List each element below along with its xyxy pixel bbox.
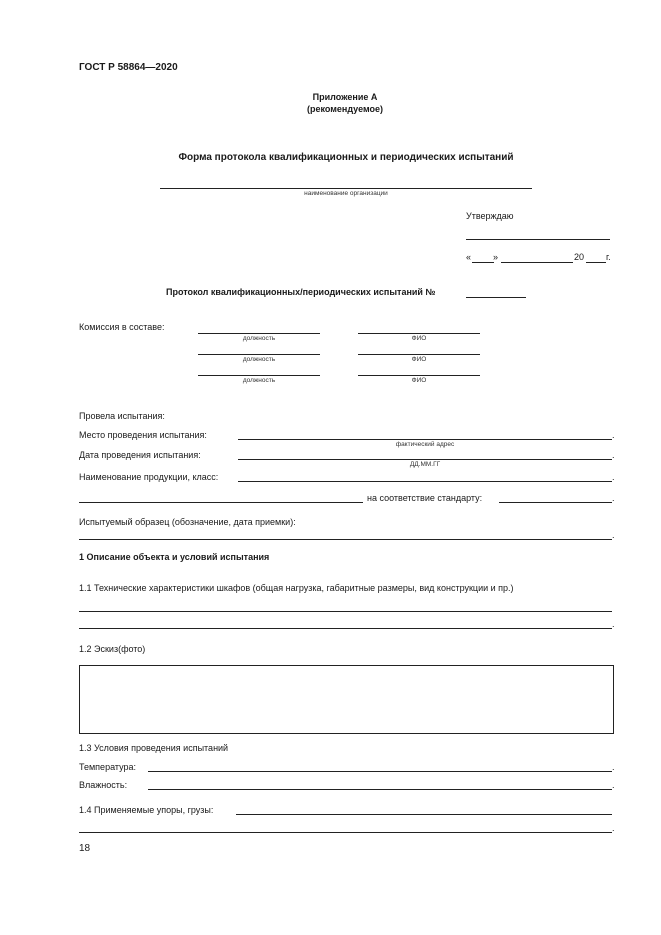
commission-label: Комиссия в составе: [79,322,165,332]
place-label: Место проведения испытания: [79,430,207,440]
position-caption-1: должность [242,335,276,342]
date-label: Дата проведения испытания: [79,450,201,460]
section1-4-period: . [612,823,615,833]
section1-2-label: 1.2 Эскиз(фото) [79,644,146,654]
place-caption: фактический адрес [395,441,455,448]
section1-1-label: 1.1 Технические характеристики шкафов (общая нагрузка, габаритные размеры, вид конструкции и пр.) [79,583,514,593]
product-label: Наименование продукции, класс: [79,472,219,482]
approval-date-close: » [493,252,499,262]
place-period: . [612,430,615,440]
approval-year-line[interactable] [586,262,606,263]
temperature-label: Температура: [79,762,137,772]
section1-1-line-2[interactable] [79,628,612,629]
humidity-line[interactable] [148,789,612,790]
temperature-line[interactable] [148,771,612,772]
form-title: Форма протокола квалификационных и периодических испытаний [178,152,514,163]
organization-line[interactable] [160,188,532,189]
approval-label: Утверждаю [466,211,514,221]
compliance-period: . [612,493,615,503]
section1-title: 1 Описание объекта и условий испытания [79,552,270,562]
commission-name-line-1[interactable] [358,333,480,334]
date-period: . [612,450,615,460]
section1-1-period: . [612,619,615,629]
sample-line[interactable] [79,539,612,540]
date-caption: ДД.ММ.ГГ [409,461,441,468]
approval-year-suffix: г. [606,252,611,262]
protocol-number-line[interactable] [466,297,526,298]
approval-month-line[interactable] [501,262,573,263]
compliance-label: на соответствие стандарту: [367,493,483,503]
name-caption-1: ФИО [411,335,427,342]
section1-4-line-2[interactable] [79,832,612,833]
conducted-label: Провела испытания: [79,411,165,421]
approval-signature-line[interactable] [466,239,610,240]
section1-4-label: 1.4 Применяемые упоры, грузы: [79,805,214,815]
product-line-2[interactable] [79,502,363,503]
commission-name-line-2[interactable] [358,354,480,355]
sample-label: Испытуемый образец (обозначение, дата приемки): [79,517,296,527]
position-caption-3: должность [242,377,276,384]
approval-year-prefix: 20 [574,252,585,262]
place-line[interactable] [238,439,612,440]
position-caption-2: должность [242,356,276,363]
temperature-period: . [612,762,615,772]
protocol-title: Протокол квалификационных/периодических испытаний № [166,287,436,297]
date-line[interactable] [238,459,612,460]
commission-position-line-2[interactable] [198,354,320,355]
compliance-line[interactable] [499,502,612,503]
commission-position-line-1[interactable] [198,333,320,334]
section1-1-line-1[interactable] [79,611,612,612]
appendix-subtitle: (рекомендуемое) [307,104,383,114]
appendix-title: Приложение А [312,92,378,102]
standard-header: ГОСТ Р 58864—2020 [79,62,178,73]
section1-4-line-1[interactable] [236,814,612,815]
commission-name-line-3[interactable] [358,375,480,376]
product-line[interactable] [238,481,612,482]
approval-date-open: « [466,252,472,262]
page-number: 18 [79,843,91,854]
name-caption-2: ФИО [411,356,427,363]
organization-caption: наименование организации [304,190,388,197]
commission-position-line-3[interactable] [198,375,320,376]
sketch-photo-box[interactable] [79,665,614,734]
sample-period: . [612,530,615,540]
name-caption-3: ФИО [411,377,427,384]
section1-3-label: 1.3 Условия проведения испытаний [79,743,229,753]
humidity-label: Влажность: [79,780,128,790]
humidity-period: . [612,780,615,790]
approval-day-line[interactable] [472,262,494,263]
product-period: . [612,472,615,482]
